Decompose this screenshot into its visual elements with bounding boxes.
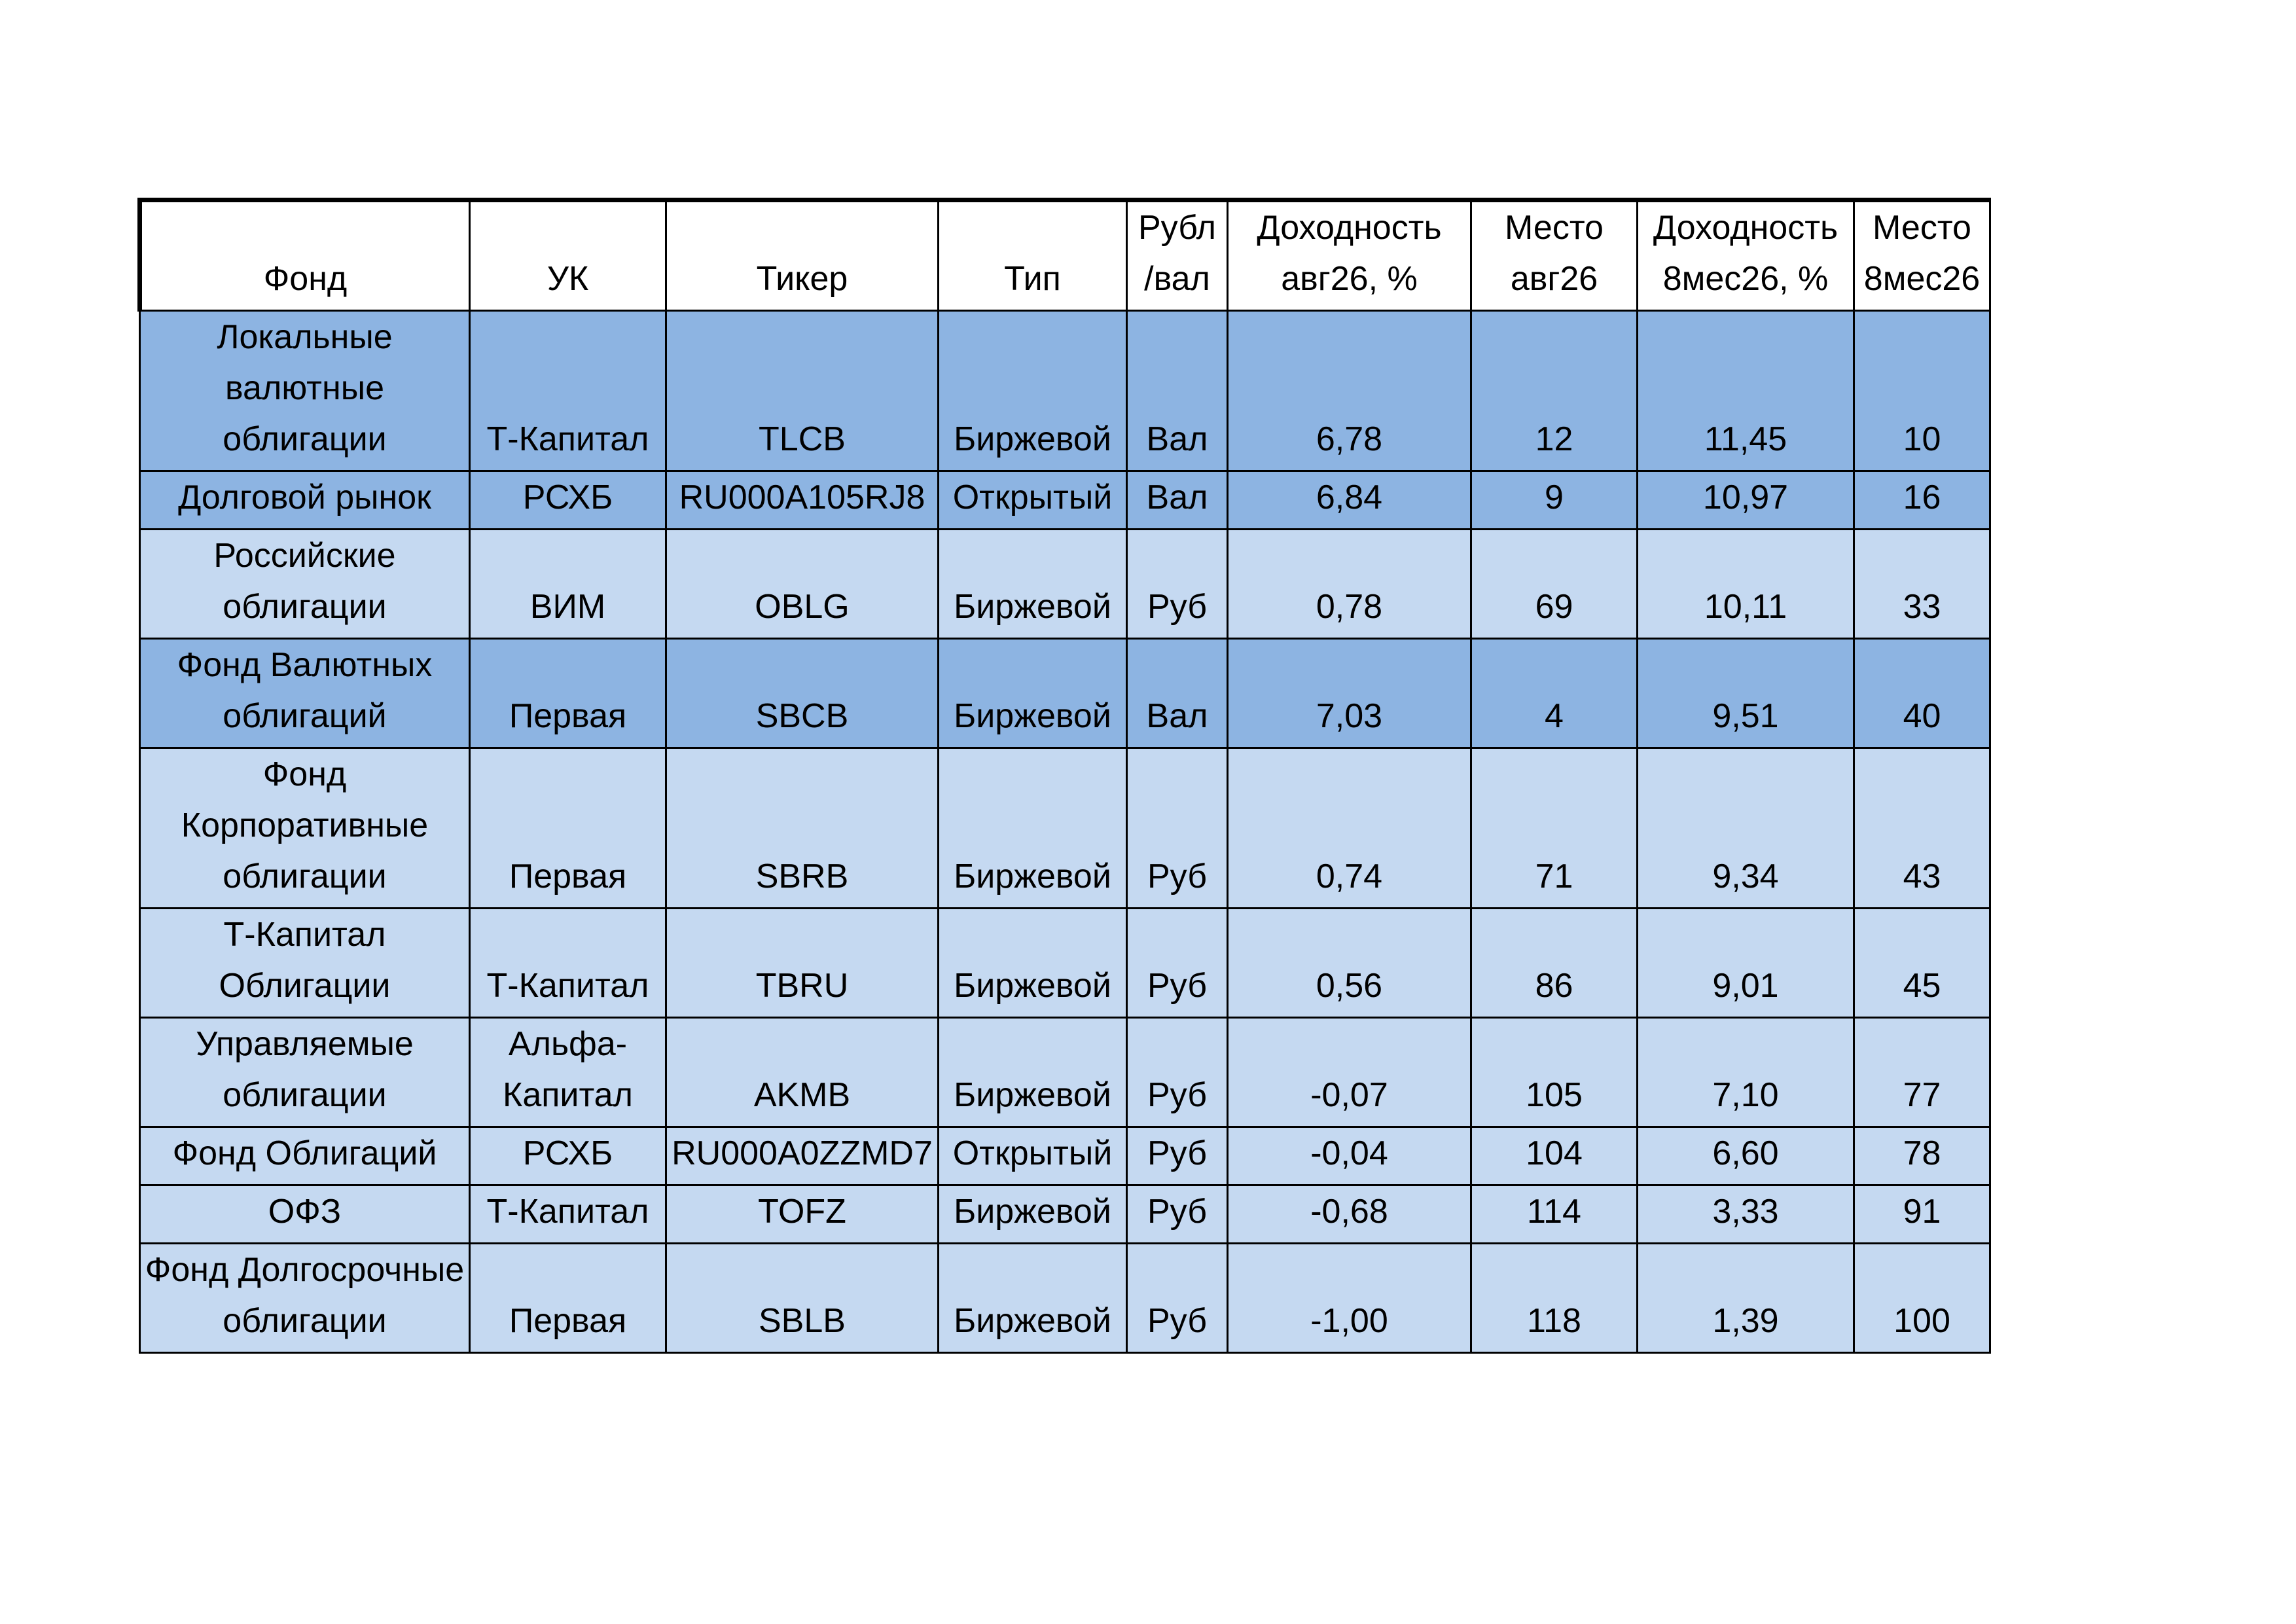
table-row — [140, 748, 1990, 909]
table-row — [140, 471, 1990, 530]
cell-type: Биржевой — [939, 639, 1127, 748]
cell-currency: Вал — [1127, 311, 1228, 471]
cell-place-aug: 118 — [1471, 1244, 1638, 1353]
cell-place-aug: 69 — [1471, 530, 1638, 639]
cell-uk: Т-Капитал — [470, 909, 666, 1018]
header-fund: Фонд — [140, 200, 470, 311]
cell-fund: Долговой рынок — [140, 471, 470, 530]
cell-currency: Руб — [1127, 748, 1228, 909]
cell-ticker: SBCB — [666, 639, 939, 748]
cell-yield-aug: -0,07 — [1228, 1018, 1471, 1127]
cell-yield-aug: -1,00 — [1228, 1244, 1471, 1353]
cell-yield-aug: 7,03 — [1228, 639, 1471, 748]
cell-yield-8m: 6,60 — [1638, 1127, 1854, 1185]
cell-ticker: AKMB — [666, 1018, 939, 1127]
cell-type: Биржевой — [939, 909, 1127, 1018]
cell-uk: Альфа-Капитал — [470, 1018, 666, 1127]
cell-yield-8m: 10,97 — [1638, 471, 1854, 530]
header-place-8m: Место 8мес26 — [1854, 200, 1990, 311]
cell-yield-aug: 0,78 — [1228, 530, 1471, 639]
cell-place-8m: 45 — [1854, 909, 1990, 1018]
cell-currency: Вал — [1127, 471, 1228, 530]
cell-yield-8m: 3,33 — [1638, 1185, 1854, 1244]
cell-ticker: OBLG — [666, 530, 939, 639]
cell-yield-8m: 1,39 — [1638, 1244, 1854, 1353]
cell-yield-aug: 0,56 — [1228, 909, 1471, 1018]
cell-place-8m: 78 — [1854, 1127, 1990, 1185]
table-row — [140, 1127, 1990, 1185]
cell-type: Биржевой — [939, 1244, 1127, 1353]
table-row — [140, 1244, 1990, 1353]
cell-uk: Т-Капитал — [470, 311, 666, 471]
cell-currency: Руб — [1127, 909, 1228, 1018]
header-ticker: Тикер — [666, 200, 939, 311]
header-yield-8m: Доходность 8мес26, % — [1638, 200, 1854, 311]
fund-yield-table — [137, 198, 1991, 1354]
cell-yield-8m: 10,11 — [1638, 530, 1854, 639]
cell-place-aug: 104 — [1471, 1127, 1638, 1185]
cell-currency: Руб — [1127, 530, 1228, 639]
cell-type: Биржевой — [939, 748, 1127, 909]
cell-yield-aug: 6,78 — [1228, 311, 1471, 471]
cell-uk: РСХБ — [470, 1127, 666, 1185]
table-row — [140, 311, 1990, 471]
cell-place-aug: 4 — [1471, 639, 1638, 748]
cell-place-aug: 114 — [1471, 1185, 1638, 1244]
cell-type: Биржевой — [939, 530, 1127, 639]
table-row — [140, 1018, 1990, 1127]
cell-ticker: TOFZ — [666, 1185, 939, 1244]
cell-ticker: RU000A105RJ8 — [666, 471, 939, 530]
cell-yield-8m: 9,01 — [1638, 909, 1854, 1018]
cell-fund: Фонд Облигаций — [140, 1127, 470, 1185]
header-place-aug: Место авг26 — [1471, 200, 1638, 311]
cell-place-8m: 100 — [1854, 1244, 1990, 1353]
cell-place-aug: 12 — [1471, 311, 1638, 471]
cell-fund: Фонд Долгосрочные облигации — [140, 1244, 470, 1353]
cell-type: Биржевой — [939, 311, 1127, 471]
cell-place-8m: 40 — [1854, 639, 1990, 748]
cell-uk: Первая — [470, 748, 666, 909]
table-header — [140, 200, 1990, 311]
cell-yield-aug: 0,74 — [1228, 748, 1471, 909]
cell-yield-aug: 6,84 — [1228, 471, 1471, 530]
cell-currency: Руб — [1127, 1185, 1228, 1244]
table-row — [140, 1185, 1990, 1244]
cell-currency: Руб — [1127, 1018, 1228, 1127]
cell-type: Биржевой — [939, 1185, 1127, 1244]
table-row — [140, 530, 1990, 639]
cell-place-8m: 91 — [1854, 1185, 1990, 1244]
cell-ticker: SBLB — [666, 1244, 939, 1353]
cell-yield-aug: -0,04 — [1228, 1127, 1471, 1185]
cell-currency: Вал — [1127, 639, 1228, 748]
cell-uk: Первая — [470, 1244, 666, 1353]
table-row — [140, 639, 1990, 748]
cell-type: Открытый — [939, 1127, 1127, 1185]
cell-uk: Первая — [470, 639, 666, 748]
cell-yield-8m: 9,51 — [1638, 639, 1854, 748]
cell-place-8m: 16 — [1854, 471, 1990, 530]
cell-type: Открытый — [939, 471, 1127, 530]
cell-place-aug: 105 — [1471, 1018, 1638, 1127]
cell-place-8m: 43 — [1854, 748, 1990, 909]
cell-yield-8m: 7,10 — [1638, 1018, 1854, 1127]
cell-fund: Российские облигации — [140, 530, 470, 639]
cell-uk: ВИМ — [470, 530, 666, 639]
cell-place-aug: 9 — [1471, 471, 1638, 530]
cell-fund: Управляемые облигации — [140, 1018, 470, 1127]
header-row — [140, 200, 1990, 311]
cell-fund: Фонд Валютных облигаций — [140, 639, 470, 748]
cell-ticker: SBRB — [666, 748, 939, 909]
cell-yield-8m: 9,34 — [1638, 748, 1854, 909]
cell-fund: Т-Капитал Облигации — [140, 909, 470, 1018]
cell-fund: Локальные валютные облигации — [140, 311, 470, 471]
cell-place-8m: 10 — [1854, 311, 1990, 471]
header-type: Тип — [939, 200, 1127, 311]
header-yield-aug: Доходность авг26, % — [1228, 200, 1471, 311]
cell-currency: Руб — [1127, 1127, 1228, 1185]
cell-ticker: TBRU — [666, 909, 939, 1018]
cell-place-aug: 71 — [1471, 748, 1638, 909]
header-uk: УК — [470, 200, 666, 311]
cell-ticker: RU000A0ZZMD7 — [666, 1127, 939, 1185]
header-currency: Рубл /вал — [1127, 200, 1228, 311]
cell-yield-8m: 11,45 — [1638, 311, 1854, 471]
cell-currency: Руб — [1127, 1244, 1228, 1353]
cell-fund: Фонд Корпоративные облигации — [140, 748, 470, 909]
cell-fund: ОФЗ — [140, 1185, 470, 1244]
cell-uk: РСХБ — [470, 471, 666, 530]
cell-place-8m: 77 — [1854, 1018, 1990, 1127]
cell-place-8m: 33 — [1854, 530, 1990, 639]
cell-place-aug: 86 — [1471, 909, 1638, 1018]
table-body — [140, 311, 1990, 1353]
table-row — [140, 909, 1990, 1018]
cell-type: Биржевой — [939, 1018, 1127, 1127]
cell-uk: Т-Капитал — [470, 1185, 666, 1244]
cell-yield-aug: -0,68 — [1228, 1185, 1471, 1244]
cell-ticker: TLCB — [666, 311, 939, 471]
